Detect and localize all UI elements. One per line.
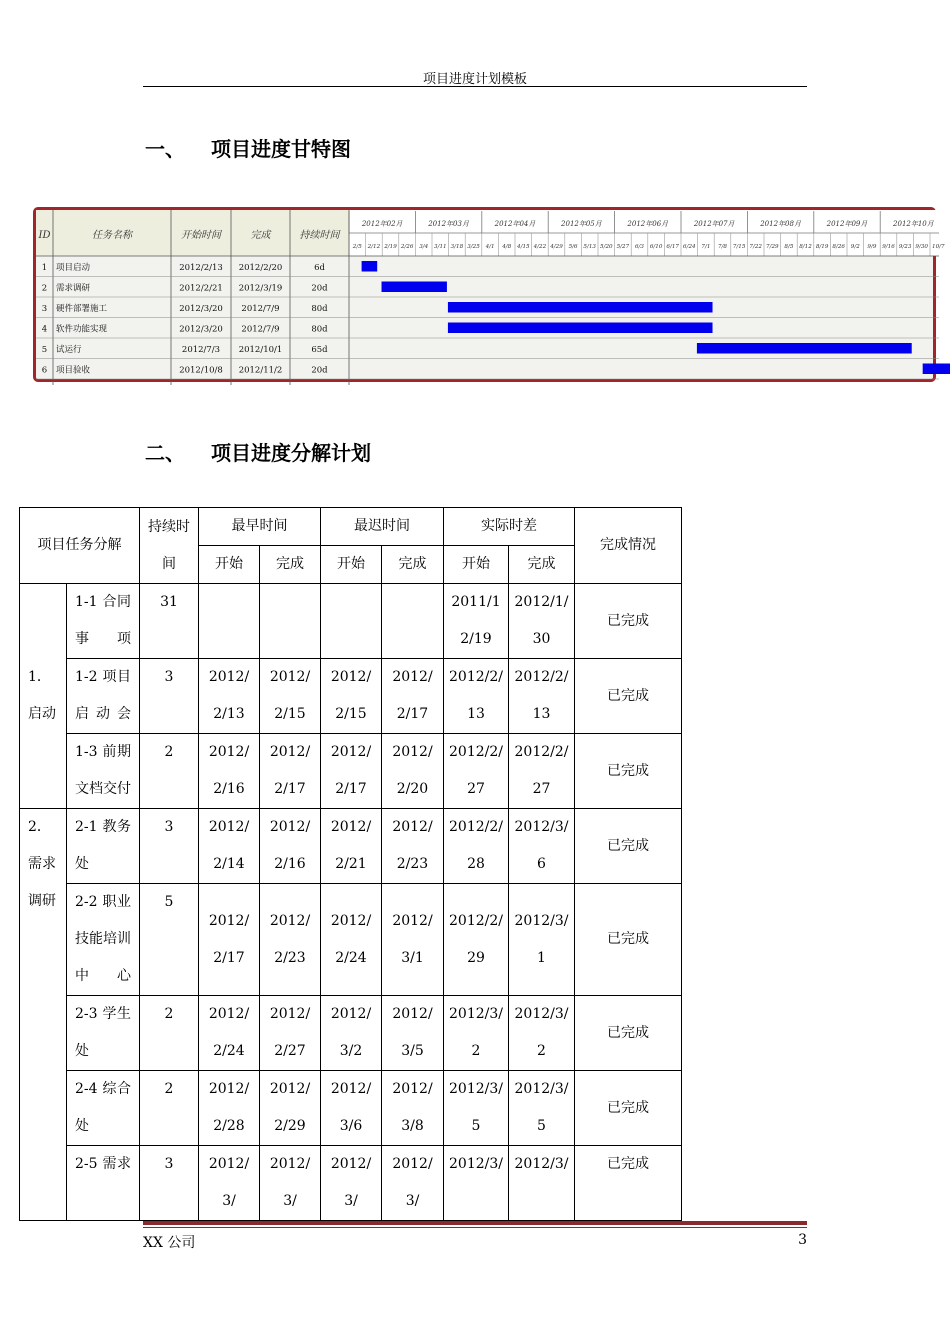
plan-date-lf: 2012/3/1 [382, 884, 444, 996]
header-status: 完成情况 [575, 508, 682, 584]
gantt-week-label: 5/20 [600, 244, 613, 250]
gantt-row-finish: 2012/10/1 [238, 345, 283, 355]
gantt-month-label: 2012年03月 [428, 220, 469, 228]
section-1-heading [145, 133, 351, 162]
gantt-header-name: 任务名称 [92, 230, 132, 241]
gantt-row-duration: 6d [314, 263, 325, 273]
gantt-week-label: 4/29 [550, 244, 563, 250]
footer-rule-thin [143, 1227, 807, 1228]
gantt-week-label: 2/26 [400, 244, 414, 250]
plan-date-ef: 2012/2/15 [260, 659, 321, 734]
gantt-row-name: 项目启动 [56, 263, 91, 273]
plan-date-es: 2012/2/14 [199, 809, 260, 884]
gantt-month-label: 2012年10月 [893, 220, 934, 228]
gantt-row-id: 3 [41, 304, 48, 314]
plan-duration: 31 [140, 584, 199, 659]
plan-date-as: 2012/3/5 [444, 1071, 509, 1146]
header-earliest-start: 开始 [199, 546, 260, 584]
plan-subtask-name: 2-5 需求 [67, 1146, 140, 1221]
gantt-week-label: 5/13 [583, 244, 596, 250]
gantt-row-start: 2012/7/3 [181, 345, 221, 355]
gantt-bar [448, 302, 713, 313]
gantt-header-duration: 持续时间 [299, 230, 340, 241]
plan-date-ef: 2012/3/ [260, 1146, 321, 1221]
plan-subtask-name: 2-3 学生处 [67, 996, 140, 1071]
plan-duration: 3 [140, 1146, 199, 1221]
plan-date-ef: 2012/2/16 [260, 809, 321, 884]
gantt-chart [33, 207, 945, 382]
gantt-week-label: 3/18 [450, 244, 464, 250]
plan-subtask-name: 2-1 教务处 [67, 809, 140, 884]
gantt-week-label: 8/19 [815, 244, 829, 250]
plan-date-ef [260, 584, 321, 659]
header-earliest-finish: 完成 [260, 546, 321, 584]
section-1-title: 项目进度甘特图 [211, 137, 351, 161]
plan-subtask-name: 1-1 合同事项 [67, 584, 140, 659]
plan-date-lf [382, 584, 444, 659]
plan-date-lf: 2012/2/23 [382, 809, 444, 884]
gantt-bar [448, 323, 713, 334]
gantt-week-label: 4/8 [502, 244, 512, 250]
plan-status: 已完成 [575, 734, 682, 809]
plan-date-as: 2012/2/28 [444, 809, 509, 884]
header-actual: 实际时差 [444, 508, 575, 546]
plan-duration: 3 [140, 659, 199, 734]
gantt-header-finish: 完成 [250, 230, 271, 241]
header-latest-start: 开始 [321, 546, 382, 584]
gantt-week-label: 6/3 [634, 244, 645, 250]
plan-date-af: 2012/3/6 [509, 809, 575, 884]
gantt-row-id: 4 [41, 324, 48, 335]
plan-date-es [199, 584, 260, 659]
plan-date-ls: 2012/3/6 [321, 1071, 382, 1146]
footer-page-number: 3 [798, 1232, 807, 1248]
plan-date-es: 2012/2/16 [199, 734, 260, 809]
gantt-month-label: 2012年09月 [826, 220, 868, 228]
gantt-row-finish: 2012/2/20 [238, 263, 283, 273]
plan-header-row-1 [20, 508, 682, 546]
plan-date-es: 2012/2/24 [199, 996, 260, 1071]
gantt-row-id: 1 [41, 263, 48, 273]
plan-group-label: 2．需求调研 [20, 809, 67, 1221]
header-latest: 最迟时间 [321, 508, 444, 546]
gantt-week-label: 6/17 [666, 244, 679, 250]
gantt-week-label: 7/29 [766, 244, 779, 250]
plan-row [20, 809, 682, 884]
plan-date-as: 2011/12/19 [444, 584, 509, 659]
plan-date-af: 2012/2/13 [509, 659, 575, 734]
gantt-row-id: 2 [41, 283, 48, 294]
header-rule [143, 86, 807, 87]
header-actual-finish: 完成 [509, 546, 575, 584]
gantt-week-label: 6/10 [649, 244, 663, 250]
plan-group-label: 1．启动 [20, 584, 67, 809]
gantt-row-name: 软件功能实现 [56, 324, 108, 335]
gantt-row-name: 需求调研 [56, 283, 91, 294]
gantt-week-label: 3/25 [467, 244, 480, 250]
gantt-row-start: 2012/3/20 [179, 324, 223, 335]
gantt-week-label: 7/8 [717, 244, 728, 250]
header-earliest: 最早时间 [199, 508, 321, 546]
plan-duration: 3 [140, 809, 199, 884]
plan-row [20, 884, 682, 996]
plan-subtask-name: 2-4 综合处 [67, 1071, 140, 1146]
gantt-month-label: 2012年05月 [561, 220, 602, 228]
plan-subtask-name: 1-2 项目启动会 [67, 659, 140, 734]
gantt-week-label: 3/11 [434, 244, 447, 250]
plan-status: 已完成 [575, 1146, 682, 1221]
gantt-week-label: 4/1 [485, 244, 495, 250]
gantt-week-label: 8/12 [799, 244, 812, 250]
gantt-week-label: 2/12 [367, 244, 381, 250]
plan-date-ef: 2012/2/27 [260, 996, 321, 1071]
gantt-row-id: 5 [41, 345, 48, 355]
plan-date-ls [321, 584, 382, 659]
gantt-bar [362, 261, 378, 272]
plan-status: 已完成 [575, 659, 682, 734]
plan-status: 已完成 [575, 884, 682, 996]
gantt-row-duration: 65d [311, 345, 328, 355]
plan-duration: 2 [140, 996, 199, 1071]
gantt-bar [382, 282, 447, 293]
plan-date-ef: 2012/2/17 [260, 734, 321, 809]
plan-date-as: 2012/3/ [444, 1146, 509, 1221]
footer-rule-thick [143, 1221, 807, 1225]
plan-date-as: 2012/2/13 [444, 659, 509, 734]
plan-date-ef: 2012/2/23 [260, 884, 321, 996]
plan-subtask-name: 2-2 职业技能培训中心 [67, 884, 140, 996]
gantt-week-label: 7/15 [732, 244, 746, 250]
plan-date-af: 2012/3/5 [509, 1071, 575, 1146]
plan-date-ls: 2012/3/ [321, 1146, 382, 1221]
plan-row [20, 1146, 682, 1221]
plan-duration: 5 [140, 884, 199, 996]
gantt-month-label: 2012年08月 [760, 220, 801, 228]
plan-row [20, 734, 682, 809]
plan-date-af: 2012/3/1 [509, 884, 575, 996]
gantt-week-label: 10/7 [932, 244, 945, 250]
gantt-week-label: 9/9 [867, 244, 877, 250]
gantt-row-duration: 20d [311, 283, 328, 294]
plan-date-es: 2012/3/ [199, 1146, 260, 1221]
header-actual-start: 开始 [444, 546, 509, 584]
gantt-week-label: 9/2 [850, 244, 860, 250]
plan-date-af: 2012/2/27 [509, 734, 575, 809]
gantt-week-label: 9/30 [915, 244, 928, 250]
gantt-week-label: 3/4 [419, 244, 429, 250]
section-2-title: 项目进度分解计划 [211, 441, 371, 465]
gantt-row-id: 6 [41, 365, 48, 376]
header-duration: 持续时间 [140, 508, 199, 584]
plan-date-ef: 2012/2/29 [260, 1071, 321, 1146]
gantt-bar [697, 343, 912, 354]
gantt-month-label: 2012年02月 [361, 220, 403, 228]
plan-duration: 2 [140, 1071, 199, 1146]
gantt-svg [36, 210, 945, 385]
gantt-week-label: 7/1 [701, 244, 711, 250]
gantt-row-name: 试运行 [56, 345, 82, 355]
plan-row [20, 996, 682, 1071]
plan-date-af: 2012/3/ [509, 1146, 575, 1221]
plan-date-lf: 2012/2/20 [382, 734, 444, 809]
section-2-number: 二、 [145, 441, 185, 465]
gantt-bar [923, 364, 950, 375]
gantt-row-start: 2012/10/8 [179, 365, 223, 376]
gantt-week-label: 2/5 [352, 244, 362, 250]
plan-subtask-name: 1-3 前期文档交付 [67, 734, 140, 809]
gantt-week-label: 9/16 [882, 244, 895, 250]
plan-date-af: 2012/3/2 [509, 996, 575, 1071]
plan-row [20, 659, 682, 734]
plan-date-es: 2012/2/28 [199, 1071, 260, 1146]
gantt-header-id: ID [38, 230, 51, 241]
plan-date-lf: 2012/3/8 [382, 1071, 444, 1146]
gantt-week-label: 4/15 [517, 244, 530, 250]
gantt-week-label: 8/26 [832, 244, 845, 250]
plan-duration: 2 [140, 734, 199, 809]
header-task: 项目任务分解 [20, 508, 140, 584]
gantt-header-start: 开始时间 [181, 230, 221, 241]
plan-date-ls: 2012/2/17 [321, 734, 382, 809]
gantt-week-label: 9/23 [898, 244, 912, 250]
gantt-row-start: 2012/2/21 [179, 283, 223, 294]
plan-date-ls: 2012/2/21 [321, 809, 382, 884]
plan-date-es: 2012/2/17 [199, 884, 260, 996]
gantt-row-finish: 2012/3/19 [238, 283, 283, 294]
gantt-row-name: 项目验收 [56, 365, 91, 376]
gantt-row-start: 2012/2/13 [179, 263, 223, 273]
plan-status: 已完成 [575, 809, 682, 884]
gantt-week-label: 4/22 [533, 244, 547, 250]
plan-date-lf: 2012/3/5 [382, 996, 444, 1071]
gantt-row-name: 硬件部署施工 [56, 304, 108, 314]
gantt-row-duration: 80d [311, 304, 328, 314]
gantt-week-label: 5/6 [568, 244, 578, 250]
plan-status: 已完成 [575, 1071, 682, 1146]
plan-date-ls: 2012/2/24 [321, 884, 382, 996]
gantt-week-label: 5/27 [616, 244, 630, 250]
gantt-month-label: 2012年04月 [494, 220, 536, 228]
section-1-number: 一、 [145, 137, 185, 161]
gantt-row-duration: 20d [311, 365, 328, 376]
plan-date-ls: 2012/2/15 [321, 659, 382, 734]
gantt-week-label: 7/22 [749, 244, 762, 250]
gantt-row-finish: 2012/7/9 [241, 304, 280, 314]
plan-date-lf: 2012/3/ [382, 1146, 444, 1221]
plan-date-lf: 2012/2/17 [382, 659, 444, 734]
plan-date-af: 2012/1/30 [509, 584, 575, 659]
plan-table [19, 507, 682, 1221]
plan-status: 已完成 [575, 584, 682, 659]
plan-date-ls: 2012/3/2 [321, 996, 382, 1071]
plan-row [20, 1071, 682, 1146]
plan-row [20, 584, 682, 659]
gantt-week-label: 2/19 [384, 244, 397, 250]
gantt-week-label: 8/5 [784, 244, 794, 250]
gantt-row-start: 2012/3/20 [179, 304, 223, 314]
gantt-week-label: 6/24 [683, 244, 696, 250]
plan-date-as: 2012/2/27 [444, 734, 509, 809]
plan-date-as: 2012/2/29 [444, 884, 509, 996]
plan-date-es: 2012/2/13 [199, 659, 260, 734]
footer-company: XX 公司 [143, 1235, 196, 1251]
gantt-month-label: 2012年07月 [693, 220, 735, 228]
page-header-title: 项目进度计划模板 [422, 72, 527, 87]
section-2-heading [145, 437, 371, 466]
header-latest-finish: 完成 [382, 546, 444, 584]
gantt-row-finish: 2012/11/2 [238, 365, 283, 376]
gantt-row-duration: 80d [311, 324, 328, 335]
gantt-row-finish: 2012/7/9 [241, 324, 280, 335]
plan-status: 已完成 [575, 996, 682, 1071]
gantt-month-label: 2012年06月 [627, 220, 669, 228]
plan-date-as: 2012/3/2 [444, 996, 509, 1071]
